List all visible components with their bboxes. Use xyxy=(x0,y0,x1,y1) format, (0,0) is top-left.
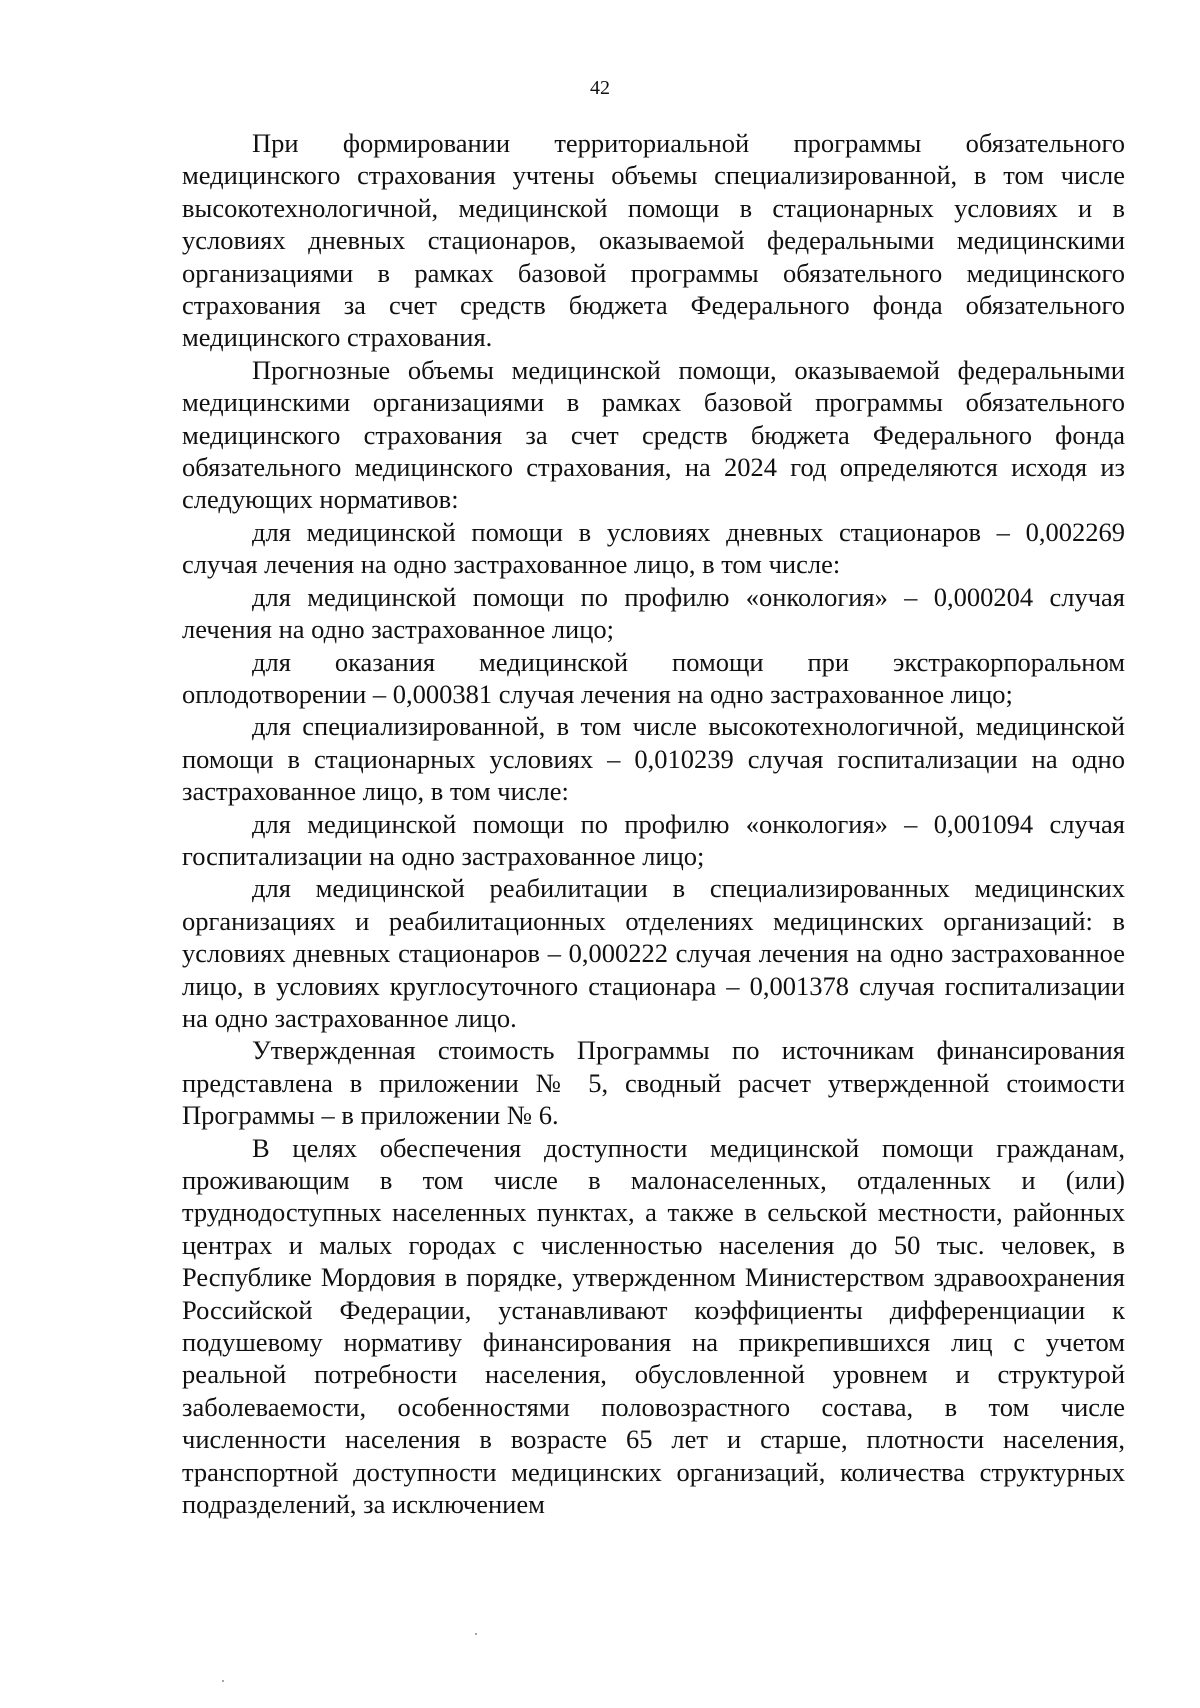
scan-speck xyxy=(222,1680,224,1682)
paragraph-specialized-care-norm: для специализированной, в том числе высокотехнологичной, медицинской помощи в стационарных условиях – 0,010239 случая госпитализации на одно застрахованное лицо, в том числе: xyxy=(182,711,1125,807)
paragraph-territorial-program: При формировании территориальной программы обязательного медицинского страхования учтены объемы специализированной, в том числе высокотехнологичной, медицинской помощи в стационарных условиях и в условиях дневных стационаров, оказываемой федеральными медицинскими организациями в рамках базовой программы обязательного медицинского страхования за счет средств бюджета Федерального фонда обязательного медицинского страхования. xyxy=(182,128,1125,353)
paragraph-ivf-norm: для оказания медицинской помощи при экстракорпоральном оплодотворении – 0,000381 случая лечения на одно застрахованное лицо; xyxy=(182,646,1125,709)
page-number: 42 xyxy=(590,77,610,99)
paragraph-program-cost: Утвержденная стоимость Программы по источникам финансирования представлена в приложении № 5, сводный расчет утвержденной стоимости Программы – в приложении № 6. xyxy=(182,1035,1125,1131)
paragraph-accessibility: В целях обеспечения доступности медицинской помощи гражданам, проживающим в том числе в малонаселенных, отдаленных и (или) труднодоступных населенных пунктах, а также в сельской местности, районных центрах и малых городах с численностью населения до 50 тыс. человек, в Республике Мордовия в порядке, утвержденном Министерством здравоохранения Российской Федерации, устанавливают коэффициенты дифференциации к подушевому нормативу финансирования на прикрепившихся лиц с учетом реальной потребности населения, обусловленной уровнем и структурой заболеваемости, особенностями половозрастного состава, в том числе численности населения в возрасте 65 лет и старше, плотности населения, транспортной доступности медицинских организаций, количества структурных подразделений, за исключением xyxy=(182,1132,1125,1520)
paragraph-forecast-volumes: Прогнозные объемы медицинской помощи, оказываемой федеральными медицинскими организациями в рамках базовой программы обязательного медицинского страхования за счет средств бюджета Федерального фонда обязательного медицинского страхования, на 2024 год определяются исходя из следующих нормативов: xyxy=(182,354,1125,515)
document-body xyxy=(182,127,1125,1520)
paragraph-oncology-day-norm: для медицинской помощи по профилю «онкология» – 0,000204 случая лечения на одно застрахованное лицо; xyxy=(182,581,1125,645)
scan-speck xyxy=(475,1633,477,1635)
paragraph-day-hospital-norm: для медицинской помощи в условиях дневных стационаров – 0,002269 случая лечения на одно застрахованное лицо, в том числе: xyxy=(182,516,1125,580)
paragraph-oncology-hospital-norm: для медицинской помощи по профилю «онкология» – 0,001094 случая госпитализации на одно застрахованное лицо; xyxy=(182,808,1125,871)
paragraph-rehabilitation-norm: для медицинской реабилитации в специализированных медицинских организациях и реабилитационных отделениях медицинских организаций: в условиях дневных стационаров – 0,000222 случая лечения на одно застрахованное лицо, в условиях круглосуточного стационара – 0,001378 случая госпитализации на одно застрахованное лицо. xyxy=(182,873,1125,1033)
